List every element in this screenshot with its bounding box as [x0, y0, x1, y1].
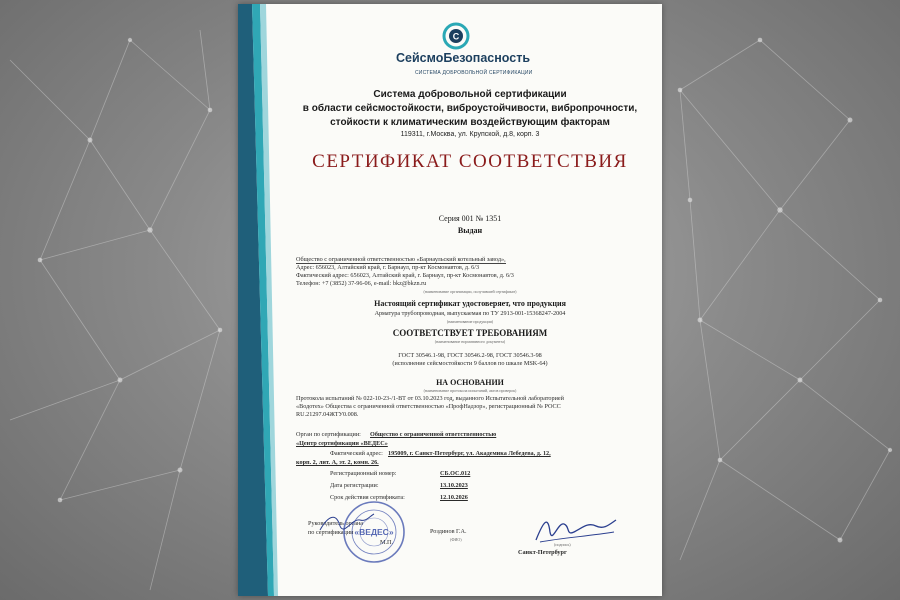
logo-mark: С	[452, 31, 460, 42]
body-name-1: Общество с ограниченной ответственностью	[370, 431, 497, 438]
certificate-title: СЕРТИФИКАТ СООТВЕТСТВИЯ	[312, 151, 628, 172]
body-name-2: «Центр сертификации «ВЕДЕС»	[296, 440, 388, 447]
signer-role-1: Руководитель органа	[308, 520, 364, 527]
handwritten-signature	[530, 510, 620, 550]
requirements-text-2: (исполнение сейсмостойкости 9 баллов по шкале MSK-64)	[392, 360, 548, 367]
registry-label-validity: Срок действия сертификата:	[330, 494, 405, 501]
registry-value-date: 13.10.2023	[440, 482, 468, 489]
issued-label: Выдан	[457, 226, 483, 235]
registry-label-number: Регистрационный номер:	[330, 470, 397, 477]
signature-left	[316, 508, 376, 538]
header-line-3: стойкости к климатическим воздействующим факторам	[330, 117, 610, 128]
basis-line-2: «Водотех» Общества с ограниченной ответственностью «ПрофНадзор», регистрационный № РОСС	[296, 403, 561, 410]
requirements-caption: (наименование нормативного документа)	[434, 339, 506, 344]
signer-name-caption: (ФИО)	[450, 537, 462, 542]
signer-role-2: по сертификации	[308, 529, 354, 536]
series-number: Серия 001 № 1351	[438, 214, 502, 223]
holder-line-4: Телефон: +7 (3852) 37-96-06, e-mail: bkz@bkzn.ru	[296, 280, 427, 287]
basis-heading: НА ОСНОВАНИИ	[436, 378, 504, 387]
body-address-1: 195009, г. Санкт-Петербург, ул. Академика Лебедева, д. 12,	[388, 450, 551, 457]
product-text: Арматура трубопроводная, выпускаемая по ТУ 2913-001-15368247-2004	[374, 310, 566, 317]
logo-name: СейсмоБезопасность	[396, 51, 531, 65]
city: Санкт-Петербург	[518, 549, 567, 556]
holder-caption: (наименование организации, получившей сертификат)	[423, 289, 517, 294]
header-line-1: Система добровольной сертификации	[373, 89, 567, 100]
basis-line-3: RU.21297.04ЖТУ0.008.	[296, 411, 359, 418]
body-address-2: корп. 2, лит. А, эт. 2, комн. 26.	[296, 459, 379, 466]
holder-line-2: Адрес: 656023, Алтайский край, г. Барнаул, пр-кт Космонавтов, д. 6/3	[296, 264, 480, 271]
registry-value-number: СБ.ОС.012	[440, 470, 471, 477]
requirements-text-1: ГОСТ 30546.1-98, ГОСТ 30546.2-98, ГОСТ 30546.3-98	[398, 352, 542, 359]
stamp-mp: М.П.	[380, 539, 394, 546]
product-caption: (наименование продукции)	[446, 319, 494, 324]
body-address-label: Фактический адрес:	[330, 450, 383, 457]
body-label: Орган по сертификации:	[296, 431, 361, 438]
decorative-stripe	[238, 4, 278, 596]
basis-line-1: Протокола испытаний № 022-10-23-/1-ВТ от 03.10.2023 год, выданного Испытательной лабораторией	[296, 395, 564, 402]
certificate-document	[238, 4, 662, 596]
holder-line-1: Общество с ограниченной ответственностью «Барнаульский котельный завод»,	[296, 256, 506, 263]
registry-value-validity: 12.10.2026	[440, 494, 468, 501]
product-heading: Настоящий сертификат удостоверяет, что продукция	[374, 299, 566, 308]
logo-emblem-icon	[441, 22, 471, 50]
signer-name: Роздинов Г.А.	[430, 528, 467, 535]
holder-line-3: Фактический адрес: 656023, Алтайский край, г. Барнаул, пр-кт Космонавтов, д. 6/3	[296, 272, 514, 279]
requirements-heading: СООТВЕТСТВУЕТ ТРЕБОВАНИЯМ	[392, 328, 548, 338]
header-address: 119311, г.Москва, ул. Крупской, д.8, корп. 3	[400, 131, 540, 138]
signature-caption: (подпись)	[554, 542, 571, 547]
header-line-2: в области сейсмостойкости, виброустойчивости, вибропрочности,	[302, 103, 638, 114]
registry-label-date: Дата регистрации:	[330, 482, 379, 489]
stamp-text: «ВЕДЕС»	[354, 527, 394, 537]
basis-caption: (наименование протокола испытаний, актов проверок)	[423, 388, 517, 393]
logo-subtitle: СИСТЕМА ДОБРОВОЛЬНОЙ СЕРТИФИКАЦИИ	[415, 70, 533, 76]
